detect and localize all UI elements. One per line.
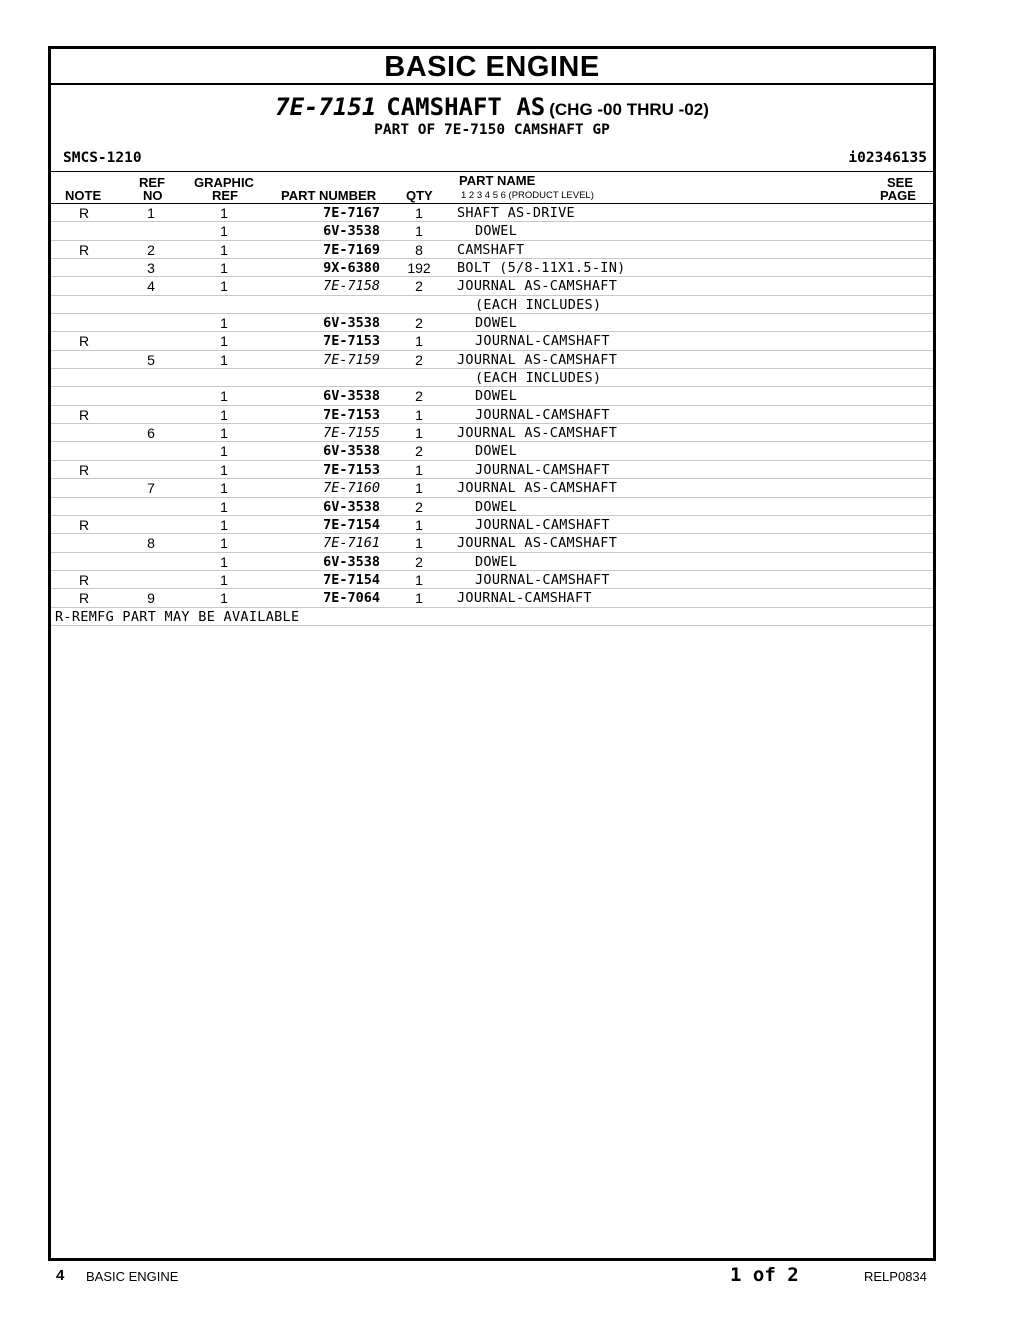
row-part-name: BOLT (5/8-11X1.5-IN) xyxy=(457,260,626,277)
parts-page-frame xyxy=(48,46,936,1261)
row-qty: 1 xyxy=(415,480,423,497)
row-qty: 2 xyxy=(415,388,423,405)
row-graphic-ref: 1 xyxy=(220,333,228,350)
table-row xyxy=(51,222,933,240)
row-part-name: (EACH INCLUDES) xyxy=(475,296,602,313)
row-part-name: JOURNAL AS-CAMSHAFT xyxy=(457,351,618,368)
row-graphic-ref: 1 xyxy=(220,553,228,570)
row-ref-no: 3 xyxy=(147,260,155,277)
row-qty: 2 xyxy=(415,443,423,460)
row-qty: 1 xyxy=(415,461,423,478)
table-row xyxy=(51,387,933,405)
row-part-name: DOWEL xyxy=(475,553,518,570)
row-graphic-ref: 1 xyxy=(220,315,228,332)
row-qty: 2 xyxy=(415,498,423,515)
row-graphic-ref: 1 xyxy=(220,461,228,478)
col-graphic-bottom: REF xyxy=(212,188,238,203)
row-qty: 1 xyxy=(415,535,423,552)
row-part-name: JOURNAL AS-CAMSHAFT xyxy=(457,480,618,497)
row-part-number: 7E-7154 xyxy=(323,571,380,588)
row-part-name: CAMSHAFT xyxy=(457,241,525,258)
row-part-number: 9X-6380 xyxy=(323,260,380,277)
row-part-name: DOWEL xyxy=(475,498,518,515)
row-part-name: JOURNAL-CAMSHAFT xyxy=(475,571,610,588)
row-part-number: 6V-3538 xyxy=(323,388,380,405)
row-part-name: DOWEL xyxy=(475,315,518,332)
row-graphic-ref: 1 xyxy=(220,406,228,423)
col-graphic-top: GRAPHIC xyxy=(194,175,254,190)
row-part-name: JOURNAL-CAMSHAFT xyxy=(457,590,592,607)
footer-section: BASIC ENGINE xyxy=(86,1269,179,1284)
row-graphic-ref: 1 xyxy=(220,241,228,258)
row-ref-no: 2 xyxy=(147,241,155,258)
row-part-name: DOWEL xyxy=(475,223,518,240)
row-part-name: JOURNAL AS-CAMSHAFT xyxy=(457,278,618,295)
footer-page-of: 1 of 2 xyxy=(730,1264,799,1286)
illustration-id: i02346135 xyxy=(848,150,927,166)
row-qty: 1 xyxy=(415,333,423,350)
row-qty: 2 xyxy=(415,351,423,368)
section-title: BASIC ENGINE xyxy=(51,49,933,85)
col-note: NOTE xyxy=(65,188,102,203)
row-part-name: SHAFT AS-DRIVE xyxy=(457,205,575,221)
col-ref-top: REF xyxy=(139,175,165,190)
row-part-number: 6V-3538 xyxy=(323,443,380,460)
row-part-name: JOURNAL AS-CAMSHAFT xyxy=(457,535,618,552)
footer-page-number: 4 xyxy=(56,1267,65,1284)
col-see-bottom: PAGE xyxy=(880,188,916,203)
table-row xyxy=(51,277,933,295)
row-graphic-ref: 1 xyxy=(220,535,228,552)
row-graphic-ref: 1 xyxy=(220,260,228,277)
row-graphic-ref: 1 xyxy=(220,205,228,221)
table-row xyxy=(51,204,933,222)
col-product-levels: 1 2 3 4 5 6 (PRODUCT LEVEL) xyxy=(461,190,594,201)
row-part-name: DOWEL xyxy=(475,388,518,405)
col-part-number: PART NUMBER xyxy=(281,188,377,203)
row-part-number: 7E-7161 xyxy=(323,535,380,552)
row-part-number: 7E-7160 xyxy=(323,480,380,497)
row-graphic-ref: 1 xyxy=(220,516,228,533)
footnote-row xyxy=(51,608,933,626)
row-graphic-ref: 1 xyxy=(220,443,228,460)
row-part-name: JOURNAL-CAMSHAFT xyxy=(475,461,610,478)
parts-table-body xyxy=(51,204,933,608)
row-graphic-ref: 1 xyxy=(220,278,228,295)
table-row xyxy=(51,259,933,277)
parts-list-header xyxy=(51,85,933,172)
assembly-title xyxy=(51,93,933,121)
row-note: R xyxy=(78,461,90,478)
row-part-name: JOURNAL-CAMSHAFT xyxy=(475,516,610,533)
row-part-number: 6V-3538 xyxy=(323,553,380,570)
row-part-number: 7E-7169 xyxy=(323,241,380,258)
row-qty: 1 xyxy=(415,571,423,588)
row-ref-no: 9 xyxy=(147,590,155,607)
row-note: R xyxy=(78,406,90,423)
row-qty: 1 xyxy=(415,425,423,442)
table-row xyxy=(51,571,933,589)
table-row xyxy=(51,442,933,460)
row-qty: 2 xyxy=(415,278,423,295)
row-qty: 1 xyxy=(415,205,423,221)
row-part-number: 7E-7064 xyxy=(323,590,380,607)
table-row xyxy=(51,296,933,314)
table-row xyxy=(51,534,933,552)
row-note: R xyxy=(78,205,90,221)
assembly-part-name: CAMSHAFT AS xyxy=(386,93,546,121)
row-qty: 1 xyxy=(415,223,423,240)
row-graphic-ref: 1 xyxy=(220,480,228,497)
row-graphic-ref: 1 xyxy=(220,590,228,607)
row-qty: 1 xyxy=(415,516,423,533)
table-row xyxy=(51,332,933,350)
row-part-number: 7E-7158 xyxy=(323,278,380,295)
row-note: R xyxy=(78,333,90,350)
row-ref-no: 4 xyxy=(147,278,155,295)
row-qty: 2 xyxy=(415,553,423,570)
table-row xyxy=(51,479,933,497)
row-part-number: 7E-7159 xyxy=(323,351,380,368)
row-graphic-ref: 1 xyxy=(220,351,228,368)
row-ref-no: 5 xyxy=(147,351,155,368)
row-qty: 2 xyxy=(415,315,423,332)
table-row xyxy=(51,241,933,259)
table-row xyxy=(51,351,933,369)
row-part-name: JOURNAL-CAMSHAFT xyxy=(475,406,610,423)
row-graphic-ref: 1 xyxy=(220,498,228,515)
column-headers xyxy=(51,172,933,204)
table-row xyxy=(51,516,933,534)
row-qty: 1 xyxy=(415,590,423,607)
footnote-text: R-REMFG PART MAY BE AVAILABLE xyxy=(55,608,300,625)
row-part-number: 6V-3538 xyxy=(323,223,380,240)
row-note: R xyxy=(78,590,90,607)
row-graphic-ref: 1 xyxy=(220,223,228,240)
col-part-name: PART NAME xyxy=(459,173,536,188)
table-row xyxy=(51,314,933,332)
row-part-number: 7E-7153 xyxy=(323,333,380,350)
row-part-name: JOURNAL-CAMSHAFT xyxy=(475,333,610,350)
table-row xyxy=(51,589,933,607)
row-part-name: JOURNAL AS-CAMSHAFT xyxy=(457,425,618,442)
col-see-top: SEE xyxy=(887,175,914,190)
table-row xyxy=(51,406,933,424)
row-qty: 1 xyxy=(415,406,423,423)
col-qty: QTY xyxy=(406,188,433,203)
table-row xyxy=(51,498,933,516)
row-graphic-ref: 1 xyxy=(220,571,228,588)
row-part-number: 6V-3538 xyxy=(323,498,380,515)
row-ref-no: 8 xyxy=(147,535,155,552)
row-qty: 192 xyxy=(407,260,431,277)
col-ref-bottom: NO xyxy=(143,188,163,203)
page-footer xyxy=(0,1264,1020,1290)
row-part-number: 7E-7154 xyxy=(323,516,380,533)
table-row xyxy=(51,553,933,571)
assembly-subtitle: PART OF 7E-7150 CAMSHAFT GP xyxy=(374,122,610,138)
row-qty: 8 xyxy=(415,241,423,258)
row-note: R xyxy=(78,516,90,533)
row-part-number: 7E-7155 xyxy=(323,425,380,442)
table-row xyxy=(51,369,933,387)
row-graphic-ref: 1 xyxy=(220,388,228,405)
row-ref-no: 7 xyxy=(147,480,155,497)
table-row xyxy=(51,461,933,479)
table-row xyxy=(51,424,933,442)
row-graphic-ref: 1 xyxy=(220,425,228,442)
row-part-number: 7E-7167 xyxy=(323,205,380,221)
row-part-number: 6V-3538 xyxy=(323,315,380,332)
row-part-name: (EACH INCLUDES) xyxy=(475,370,602,387)
row-ref-no: 6 xyxy=(147,425,155,442)
assembly-part-number: 7E-7151 xyxy=(275,93,377,121)
row-note: R xyxy=(78,571,90,588)
smcs-code: SMCS-1210 xyxy=(63,150,142,166)
row-note: R xyxy=(78,241,90,258)
footer-doc-code: RELP0834 xyxy=(864,1269,927,1284)
row-part-number: 7E-7153 xyxy=(323,406,380,423)
row-part-number: 7E-7153 xyxy=(323,461,380,478)
change-range: (CHG -00 THRU -02) xyxy=(549,100,709,119)
row-ref-no: 1 xyxy=(147,205,155,221)
row-part-name: DOWEL xyxy=(475,443,518,460)
